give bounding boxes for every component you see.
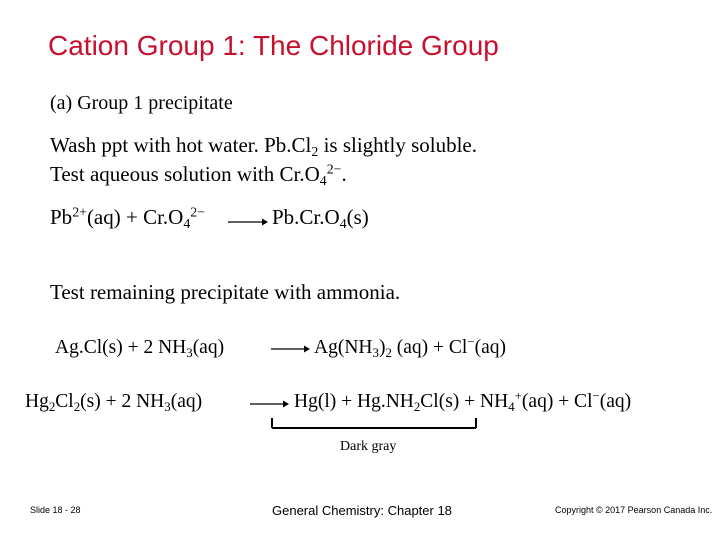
reaction2-reactants: Ag.Cl(s) + 2 $NH_3(aq)$ (55, 337, 225, 360)
footer-copyright: Copyright © 2017 Pearson Canada Inc. (555, 505, 713, 515)
reaction3-arrow-icon (250, 399, 290, 409)
dark-gray-label: Dark gray (340, 439, 397, 454)
reaction2-arrow-icon (271, 344, 311, 354)
text-line-wash: Wash ppt with hot water. $Pb.Cl_2$ is slightly soluble. (50, 133, 478, 160)
reaction3-products: $Hg(l) + Hg.NH_2Cl(s) + NH_4^+(aq) + Cl^-(aq)$ (294, 388, 632, 414)
reaction1-arrow-icon (228, 217, 268, 227)
slide-title: Cation Group 1: The Chloride Group (48, 30, 499, 61)
reaction1-products: $Pb.Cr.O_4(s)$ (272, 205, 369, 232)
text-line-test-aqueous: Test aqueous solution with $Cr.O_4^{2-}$. (50, 161, 347, 189)
slide-number: Slide 18 - 28 (30, 505, 81, 515)
reaction1-reactants: $Pb^{2+}(aq) + Cr.O_4^{2-}$ (50, 204, 206, 232)
dark-gray-bracket (270, 418, 480, 432)
footer-course: General Chemistry: Chapter 18 (272, 503, 452, 518)
text-line-ammonia: Test remaining precipitate with ammonia. (50, 280, 401, 304)
subheading: (a) Group 1 precipitate (50, 92, 233, 114)
reaction3-reactants: $Hg_2Cl_2(s) + 2$ $NH_3(aq)$ (25, 391, 203, 414)
reaction2-products: $Ag(NH_3)_2$ (aq) + Cl−(aq) (314, 334, 506, 360)
